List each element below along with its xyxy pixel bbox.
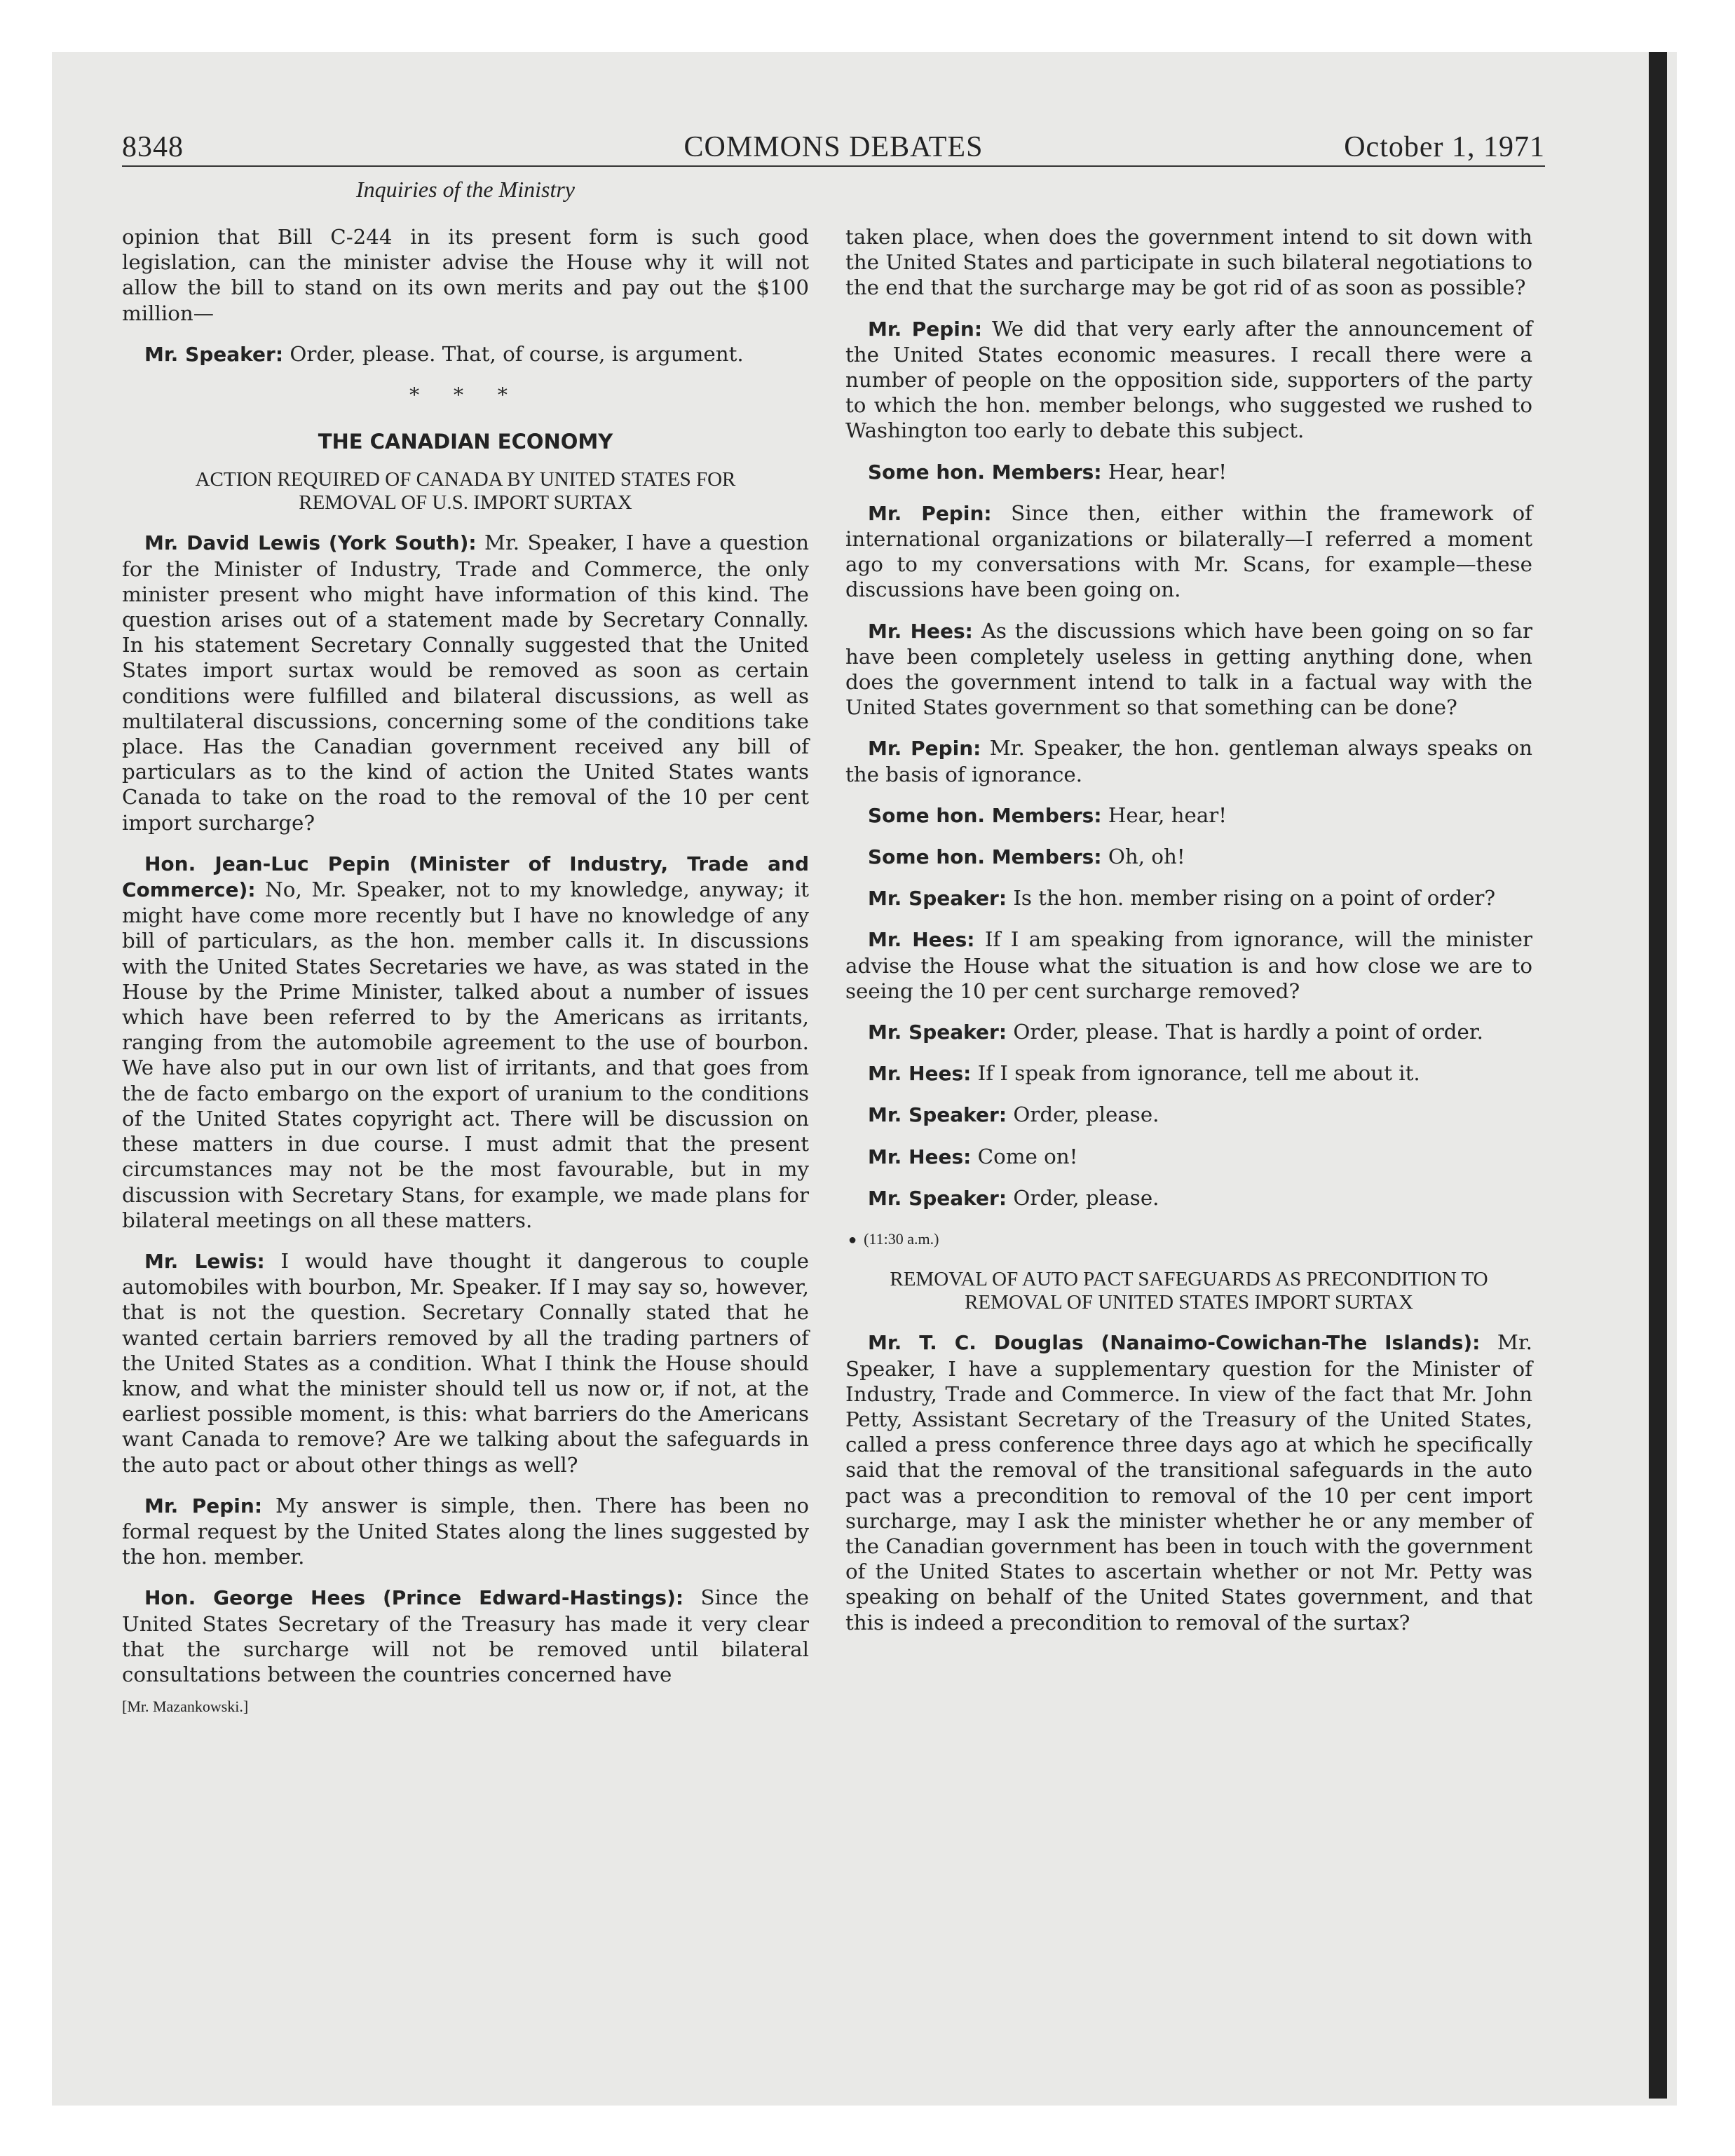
section-heading: THE CANADIAN ECONOMY [318, 430, 613, 454]
speaker-name: Mr. Pepin: [868, 317, 983, 341]
speech-text: If I speak from ignorance, tell me about it. [971, 1061, 1420, 1086]
speaker-name: Mr. Pepin: [868, 737, 981, 760]
speech-paragraph [845, 1060, 1532, 1086]
speech-text: Order, please. [1007, 1103, 1159, 1127]
speaker-name: Mr. Pepin: [868, 501, 992, 525]
speech-paragraph [845, 1102, 1532, 1128]
speech-paragraph [845, 500, 1532, 603]
speech-text: Since then, either within the framework of international organizations or bilaterally—I referred a moment ago to my conversations with Mr. Scans, for example—these discussions have been going on. [845, 500, 1532, 602]
speech-text: Mr. Speaker, the hon. gentleman always speaks on the basis of ignorance. [845, 736, 1532, 786]
running-head: Inquiries of the Ministry [356, 177, 575, 202]
speech-paragraph [122, 341, 809, 367]
page-header [122, 132, 1545, 168]
header-rule [122, 165, 1545, 167]
speech-paragraph [845, 1330, 1532, 1635]
speaker-name: Mr. Hees: [868, 1062, 972, 1086]
scan-edge-shadow [1649, 52, 1667, 2099]
speech-text: Since the United States Secretary of the Treasury has made it very clear that the surcharge will not be removed until bilateral consultations between the countries concerned have [122, 1585, 809, 1686]
footnote: [Mr. Mazankowski.] [122, 1698, 249, 1716]
speaker-name: Mr. Speaker: [144, 342, 284, 366]
paragraph: taken place, when does the government intend to sit down with the United States and participate in such bilateral negotiations to the end that the surcharge may be got rid of as soon as possible? [845, 225, 1532, 300]
sub-heading: REMOVAL OF AUTO PACT SAFEGUARDS AS PRECONDITION TO REMOVAL OF UNITED STATES IMPORT SURTAX [890, 1268, 1488, 1314]
speech-paragraph [845, 618, 1532, 721]
speech-paragraph [845, 927, 1532, 1004]
speech-paragraph [122, 1493, 809, 1570]
speech-paragraph [845, 844, 1532, 870]
speech-paragraph [845, 735, 1532, 786]
speech-paragraph [845, 459, 1532, 485]
speech-text: If I am speaking from ignorance, will the minister advise the House what the situation is and how close we are to seeing the 10 per cent surcharge removed? [845, 927, 1532, 1003]
speaker-name: Some hon. Members: [868, 845, 1102, 869]
speech-text: Order, please. That is hardly a point of order. [1007, 1020, 1483, 1044]
speech-text: No, Mr. Speaker, not to my knowledge, anyway; it might have come more recently but I have no knowledge of any bill of particulars, as the hon. member calls it. In discussions with the United States Secretaries we have, as was stated in the House by the Prime Minister, talked about a number of issues which have been referred to by the Americans as irritants, ranging from the automobile agreement to the use of bourbon. We have also put in our own list of irritants, and that goes from the de facto embargo on the export of uranium to the conditions of the United States copyright act. There will be discussion on these matters in due course. I must admit that the present circumstances may not be the most favourable, but in my discussion with Secretary Stans, for example, we made plans for bilateral meetings on all these matters. [122, 878, 809, 1232]
bullet-icon: ● [848, 1232, 857, 1248]
speech-text: Is the hon. member rising on a point of order? [1007, 886, 1496, 910]
speech-text: Mr. Speaker, I have a question for the Minister of Industry, Trade and Commerce, the only minister present who might have information of this kind. The question arises out of a statement made by Secretary Connally. In his statement Secretary Connally suggested that the United States import surtax would be removed as soon as certain conditions were fulfilled and bilateral discussions, as well as multilateral discussions, concerning some of the conditions take place. Has the Canadian government received any bill of particulars as to the kind of action the United States wants Canada to take on the road to the removal of the 10 per cent import surcharge? [122, 531, 809, 835]
speaker-name: Some hon. Members: [868, 460, 1102, 484]
speech-paragraph [845, 803, 1532, 828]
speech-paragraph [122, 851, 809, 1233]
speech-paragraph [845, 885, 1532, 911]
speech-text: Order, please. That, of course, is argument. [283, 341, 744, 366]
speaker-name: Mr. Speaker: [868, 887, 1007, 910]
issue-date: October 1, 1971 [1344, 131, 1545, 163]
timestamp [848, 1227, 1532, 1253]
speaker-name: Some hon. Members: [868, 803, 1102, 827]
speech-paragraph [122, 530, 809, 835]
speech-paragraph [845, 1019, 1532, 1045]
speaker-name: Mr. Speaker: [868, 1186, 1007, 1210]
speech-paragraph [845, 1185, 1532, 1211]
speaker-name: Mr. Speaker: [868, 1103, 1007, 1127]
speech-text: Hear, hear! [1101, 803, 1227, 827]
timestamp-text: (11:30 a.m.) [864, 1230, 939, 1248]
speech-text: Come on! [971, 1144, 1078, 1168]
speaker-name: Mr. Hees: [868, 1145, 972, 1168]
speaker-name: Mr. Hees: [868, 928, 975, 952]
speaker-name: Mr. Pepin: [144, 1494, 263, 1517]
speaker-name: Hon. George Hees (Prince Edward-Hastings): [144, 1586, 684, 1610]
speech-text: Order, please. [1007, 1185, 1159, 1210]
speaker-name: Mr. Speaker: [868, 1021, 1007, 1044]
speaker-name: Mr. Lewis: [144, 1249, 265, 1273]
left-column [122, 224, 809, 1719]
right-column [845, 224, 1532, 1651]
speech-text: Mr. Speaker, I have a supplementary question for the Minister of Industry, Trade and Commerce. In view of the fact that Mr. John Petty, Assistant Secretary of the Treasury of the United States, called a press conference three days ago at which he specifically said that the removal of the transitional safeguards in the auto pact was a precondition to removal of the 10 per cent import surcharge, may I ask the minister whether he or any member of the Canadian government has been in touch with the government of the United States to ascertain whether or not Mr. Petty was speaking on behalf of the United States government, and that this is indeed a precondition to removal of the surtax? [845, 1330, 1532, 1635]
speech-text: My answer is simple, then. There has been no formal request by the United States along the lines suggested by the hon. member. [122, 1493, 809, 1569]
speech-text: Hear, hear! [1101, 459, 1227, 484]
speech-text: We did that very early after the announcement of the United States economic measures. I recall there were a number of people on the opposition side, supporters of the party to which the hon. member belongs, who suggested we rushed to Washington too early to debate this subject. [845, 316, 1532, 443]
speaker-name: Mr. David Lewis (York South): [144, 531, 477, 555]
speech-paragraph [122, 1585, 809, 1687]
paragraph: opinion that Bill C-244 in its present form is such good legislation, can the minister advise the House why it will not allow the bill to stand on its own merits and pay out the $100 million— [122, 225, 809, 325]
speaker-name: Mr. Hees: [868, 619, 973, 643]
sub-heading: ACTION REQUIRED OF CANADA BY UNITED STATES FOR REMOVAL OF U.S. IMPORT SURTAX [195, 468, 736, 514]
speech-text: As the discussions which have been going on so far have been completely useless in getting anything done, when does the government intend to talk in a factual way with the United States government so that something can be done? [845, 618, 1532, 720]
section-separator: * * * [409, 383, 522, 407]
speaker-name: Mr. T. C. Douglas (Nanaimo-Cowichan-The Islands): [868, 1331, 1481, 1355]
page-number: 8348 [122, 131, 184, 163]
speech-paragraph [845, 1144, 1532, 1170]
speech-text: I would have thought it dangerous to couple automobiles with bourbon, Mr. Speaker. If I may say so, however, that is not the question. Secretary Connally stated that he wanted certain barriers removed by all the trading partners of the United States as a condition. What I think the House should know, and what the minister should tell us now or, if not, at the earliest possible moment, is this: what barriers do the Americans want Canada to remove? Are we talking about the safeguards in the auto pact or about other things as well? [122, 1248, 809, 1477]
speech-text: Oh, oh! [1101, 845, 1185, 869]
speech-paragraph [845, 316, 1532, 444]
speech-paragraph [122, 1248, 809, 1478]
speaker-name: Hon. Jean-Luc Pepin (Minister of Industry, Trade and Commerce): [122, 852, 809, 902]
publication-title: COMMONS DEBATES [683, 131, 984, 163]
